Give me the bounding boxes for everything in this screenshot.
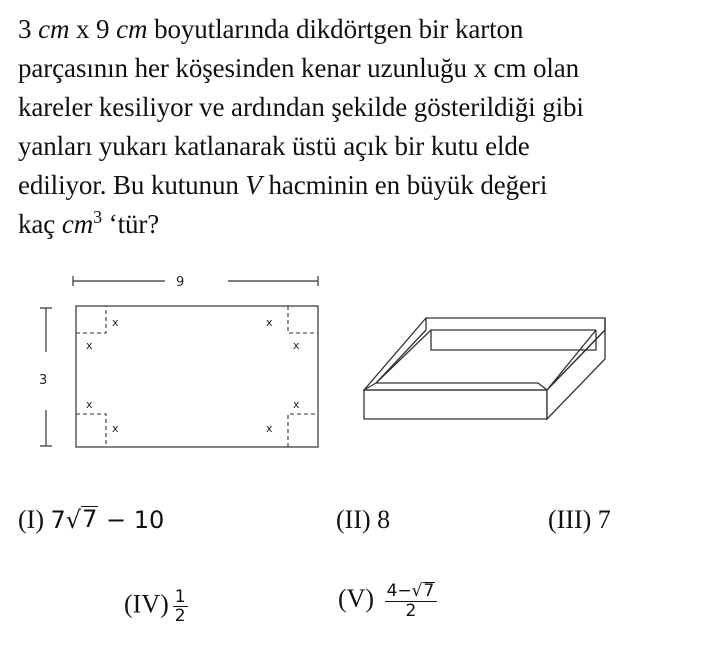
radicand: 7 (82, 505, 98, 533)
unit-cm: cm (38, 14, 70, 44)
denominator: 2 (174, 606, 186, 626)
text-segment: boyutlarında dikdörtgen bir karton (147, 14, 524, 44)
text-segment: ediliyor. Bu kutunun (18, 170, 246, 200)
question-line-1 (18, 10, 708, 49)
text-segment: kaç (18, 209, 62, 239)
numerator-part: 4− (386, 581, 412, 601)
height-label: 3 (39, 373, 48, 388)
question-line-5 (18, 166, 708, 205)
choice-v[interactable] (338, 582, 437, 620)
sqrt-symbol: √ 7 (65, 505, 98, 534)
sqrt-symbol: √ 7 (411, 581, 435, 601)
numerator: 1 (174, 587, 186, 607)
question-line-6 (18, 205, 708, 247)
cut-label: x (293, 398, 300, 411)
choice-iii[interactable] (548, 505, 611, 535)
coefficient: 7 (50, 506, 66, 534)
choice-label: (I) (18, 505, 44, 534)
figure-diagram (0, 262, 720, 472)
numerator (385, 582, 438, 602)
radicand: 7 (423, 581, 435, 601)
open-box (364, 318, 605, 419)
text-segment: hacminin en büyük değeri (261, 170, 548, 200)
cut-label: x (266, 316, 273, 329)
fraction (173, 588, 188, 625)
text-segment: ‘tür? (102, 209, 160, 239)
text-segment: 3 (18, 14, 39, 44)
cut-label: x (86, 398, 93, 411)
volume-symbol: V (245, 170, 262, 200)
choice-ii[interactable] (336, 505, 390, 535)
choice-label: (IV) (124, 589, 169, 619)
cut-label: x (112, 316, 119, 329)
choice-i[interactable] (18, 505, 164, 535)
cut-label: x (266, 422, 273, 435)
unit-cm: cm (61, 209, 94, 239)
width-label: 9 (176, 275, 185, 290)
exponent: 3 (93, 207, 103, 227)
cut-label: x (293, 339, 300, 352)
fraction (385, 582, 438, 620)
choice-math (50, 506, 164, 534)
choice-value: 7 (597, 505, 611, 534)
question-line-3: kareler kesiliyor ve ardından şekilde gösterildiği gibi (18, 92, 584, 122)
corner-cut-bottom-right (288, 414, 318, 447)
text-segment: x 9 (69, 14, 117, 44)
choice-label: (V) (338, 583, 375, 613)
choice-value: 8 (377, 505, 391, 534)
corner-cut-top-left (76, 306, 106, 333)
cut-label: x (112, 422, 119, 435)
question-line-2: parçasının her köşesinden kenar uzunluğu x cm olan (18, 53, 580, 83)
choice-label: (III) (548, 505, 592, 534)
expression-rest: − 10 (98, 506, 165, 534)
unit-cm: cm (116, 14, 148, 44)
corner-cut-bottom-left (76, 414, 106, 447)
cut-label: x (86, 339, 93, 352)
question-line-4: yanları yukarı katlanarak üstü açık bir kutu elde (18, 131, 530, 161)
choice-label: (II) (336, 505, 371, 534)
denominator: 2 (405, 600, 417, 621)
corner-cut-top-right (288, 306, 318, 333)
choice-iv[interactable] (124, 588, 188, 625)
question-text (18, 10, 708, 247)
